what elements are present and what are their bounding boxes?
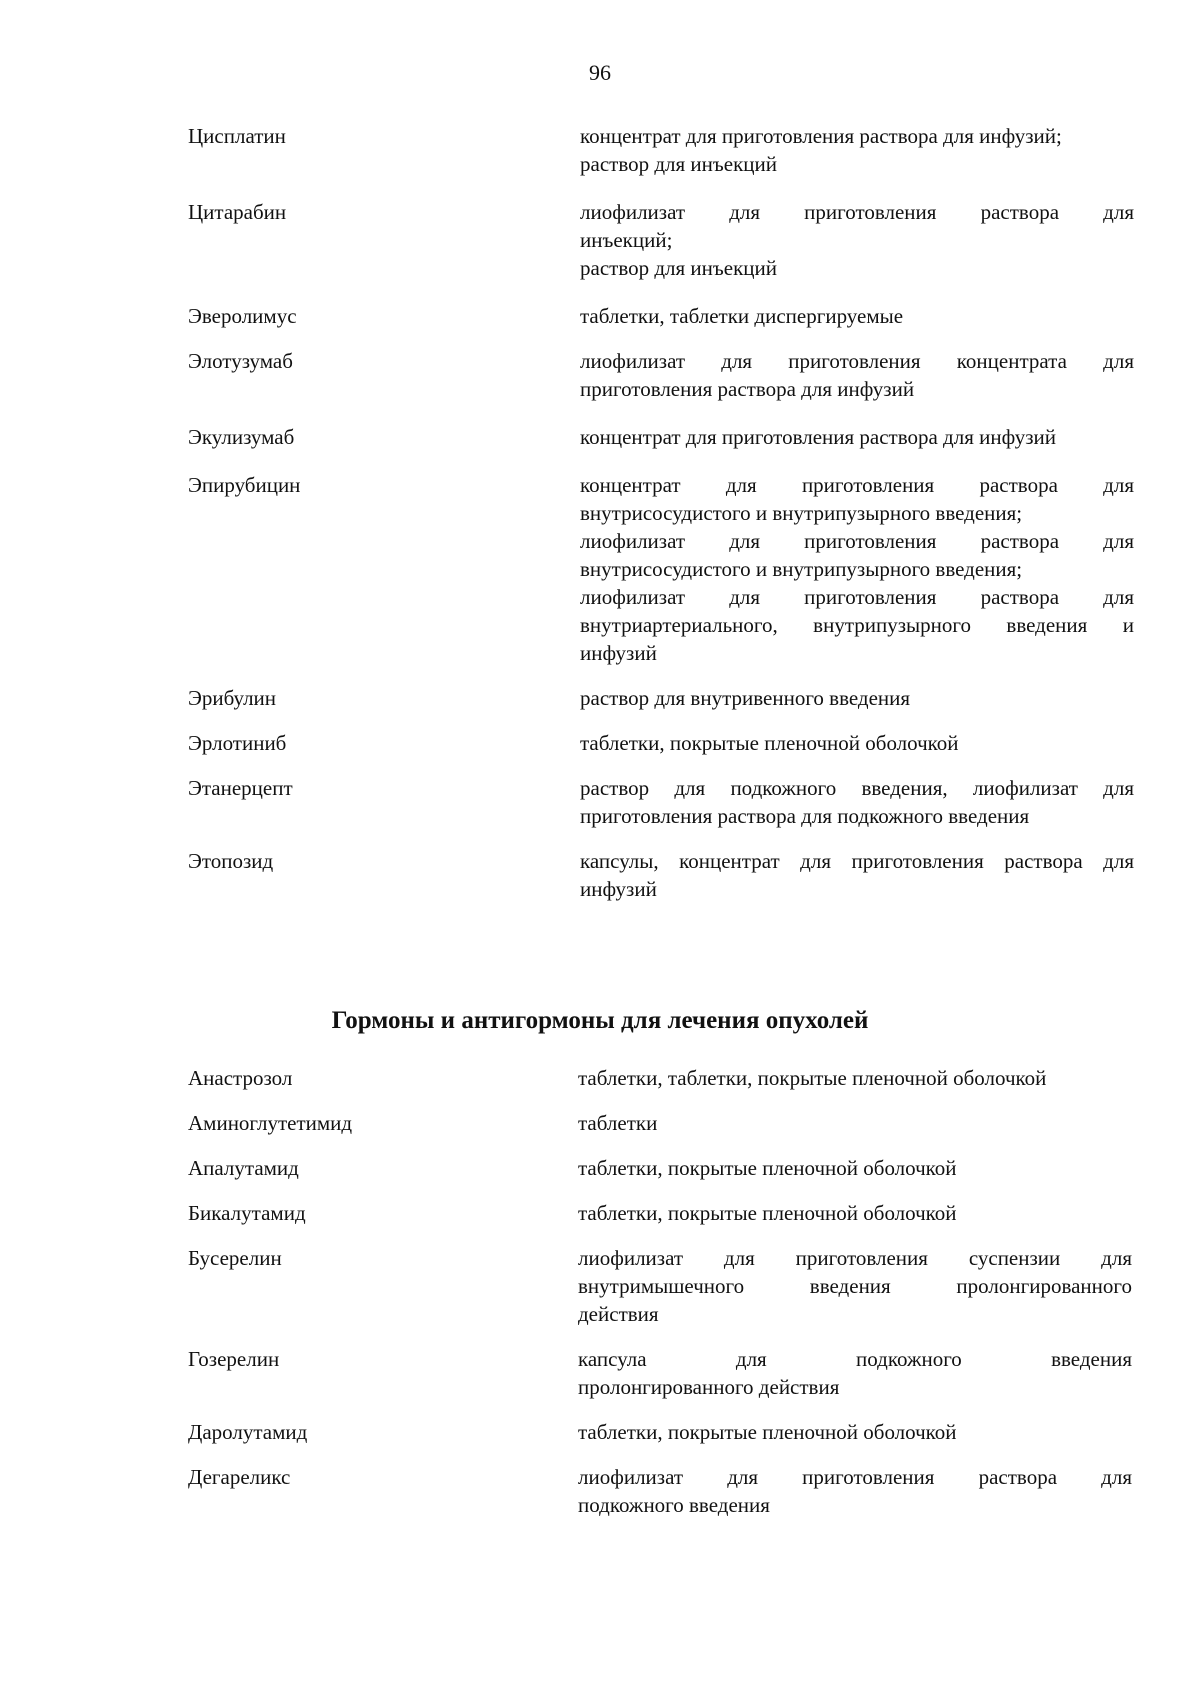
drug-list-section-1 [0,122,1200,920]
drug-form-line: концентрат для приготовления раствора для инфузий [580,425,1056,449]
drug-form [580,847,1134,903]
drug-form-line: раствор для инъекций [580,152,777,176]
drug-form [578,1109,1132,1137]
drug-row [0,198,1200,282]
drug-row [0,302,1200,330]
drug-row [0,774,1200,830]
drug-form-line: раствор для внутривенного введения [580,686,911,710]
drug-name: Этопозид [188,849,274,873]
drug-form-line: внутрисосудистого и внутрипузырного введения; [580,501,1023,525]
drug-row [0,1345,1200,1401]
drug-form [578,1154,1132,1182]
drug-form-line: инфузий [580,877,657,901]
drug-row [0,471,1200,667]
drug-form-line: внутриартериального, внутрипузырного введения и [580,613,1134,637]
drug-name: Аминоглутетимид [188,1111,353,1135]
drug-form-line: капсулы, концентрат для приготовления раствора для [580,849,1134,873]
drug-form-line: таблетки, покрытые пленочной оболочкой [578,1156,957,1180]
drug-name: Цитарабин [188,200,287,224]
drug-form [578,1244,1132,1328]
drug-form-line: таблетки [578,1111,658,1135]
drug-form [578,1463,1132,1519]
drug-row [0,1199,1200,1227]
drug-row [0,122,1200,178]
drug-form-line: лиофилизат для приготовления раствора для [578,1465,1132,1489]
drug-form [580,774,1134,830]
drug-name: Экулизумаб [188,425,295,449]
drug-form-line: таблетки, покрытые пленочной оболочкой [578,1420,957,1444]
drug-form-line: раствор для подкожного введения, лиофилизат для [580,776,1134,800]
drug-name: Бикалутамид [188,1201,306,1225]
drug-form-line: капсула для подкожного введения [578,1347,1132,1371]
drug-form-line: концентрат для приготовления раствора для инфузий; [580,124,1062,148]
drug-name: Бусерелин [188,1246,282,1270]
drug-form-line: лиофилизат для приготовления концентрата для [580,349,1134,373]
drug-row [0,423,1200,451]
drug-name: Эрибулин [188,686,277,710]
drug-row [0,1244,1200,1328]
drug-name: Элотузумаб [188,349,293,373]
drug-row [0,847,1200,903]
drug-row [0,1154,1200,1182]
drug-form [578,1199,1132,1227]
drug-form [580,684,1134,712]
drug-form [578,1064,1132,1092]
section-heading: Гормоны и антигормоны для лечения опухолей [331,1007,869,1034]
drug-form-line: таблетки, таблетки диспергируемые [580,304,904,328]
drug-row [0,1064,1200,1092]
drug-form-line: раствор для инъекций [580,256,777,280]
drug-form-line: приготовления раствора для подкожного введения [580,804,1030,828]
drug-form-line: таблетки, таблетки, покрытые пленочной оболочкой [578,1066,1047,1090]
drug-form-line: таблетки, покрытые пленочной оболочкой [580,731,959,755]
drug-name: Цисплатин [188,124,286,148]
drug-name: Гозерелин [188,1347,280,1371]
drug-name: Апалутамид [188,1156,299,1180]
drug-form-line: концентрат для приготовления раствора для [580,473,1134,497]
drug-form-line: инъекций; [580,228,673,252]
drug-form [580,302,1134,330]
drug-form-line: подкожного введения [578,1493,770,1517]
drug-form [578,1418,1132,1446]
drug-name: Этанерцепт [188,776,293,800]
drug-form-line: лиофилизат для приготовления раствора для [580,200,1134,224]
drug-form-line: лиофилизат для приготовления раствора для [580,585,1134,609]
drug-list-section-2 [0,1064,1200,1536]
drug-form-line: лиофилизат для приготовления раствора для [580,529,1134,553]
drug-form-line: внутримышечного введения пролонгированного [578,1274,1132,1298]
drug-form [580,471,1134,667]
drug-form [580,122,1134,178]
drug-row [0,347,1200,403]
drug-name: Дегареликс [188,1465,291,1489]
drug-name: Эрлотиниб [188,731,287,755]
drug-form [578,1345,1132,1401]
drug-row [0,684,1200,712]
drug-form-line: действия [578,1302,659,1326]
drug-name: Даролутамид [188,1420,308,1444]
page-number: 96 [589,60,611,85]
drug-row [0,729,1200,757]
drug-name: Анастрозол [188,1066,293,1090]
drug-form-line: инфузий [580,641,657,665]
drug-name: Эпирубицин [188,473,301,497]
drug-form-line: внутрисосудистого и внутрипузырного введения; [580,557,1023,581]
drug-form [580,423,1134,451]
drug-form-line: пролонгированного действия [578,1375,840,1399]
drug-row [0,1418,1200,1446]
drug-form [580,729,1134,757]
drug-row [0,1463,1200,1519]
drug-row [0,1109,1200,1137]
drug-form [580,347,1134,403]
drug-name: Эверолимус [188,304,297,328]
drug-form [580,198,1134,282]
drug-form-line: таблетки, покрытые пленочной оболочкой [578,1201,957,1225]
drug-form-line: приготовления раствора для инфузий [580,377,915,401]
drug-form-line: лиофилизат для приготовления суспензии для [578,1246,1132,1270]
